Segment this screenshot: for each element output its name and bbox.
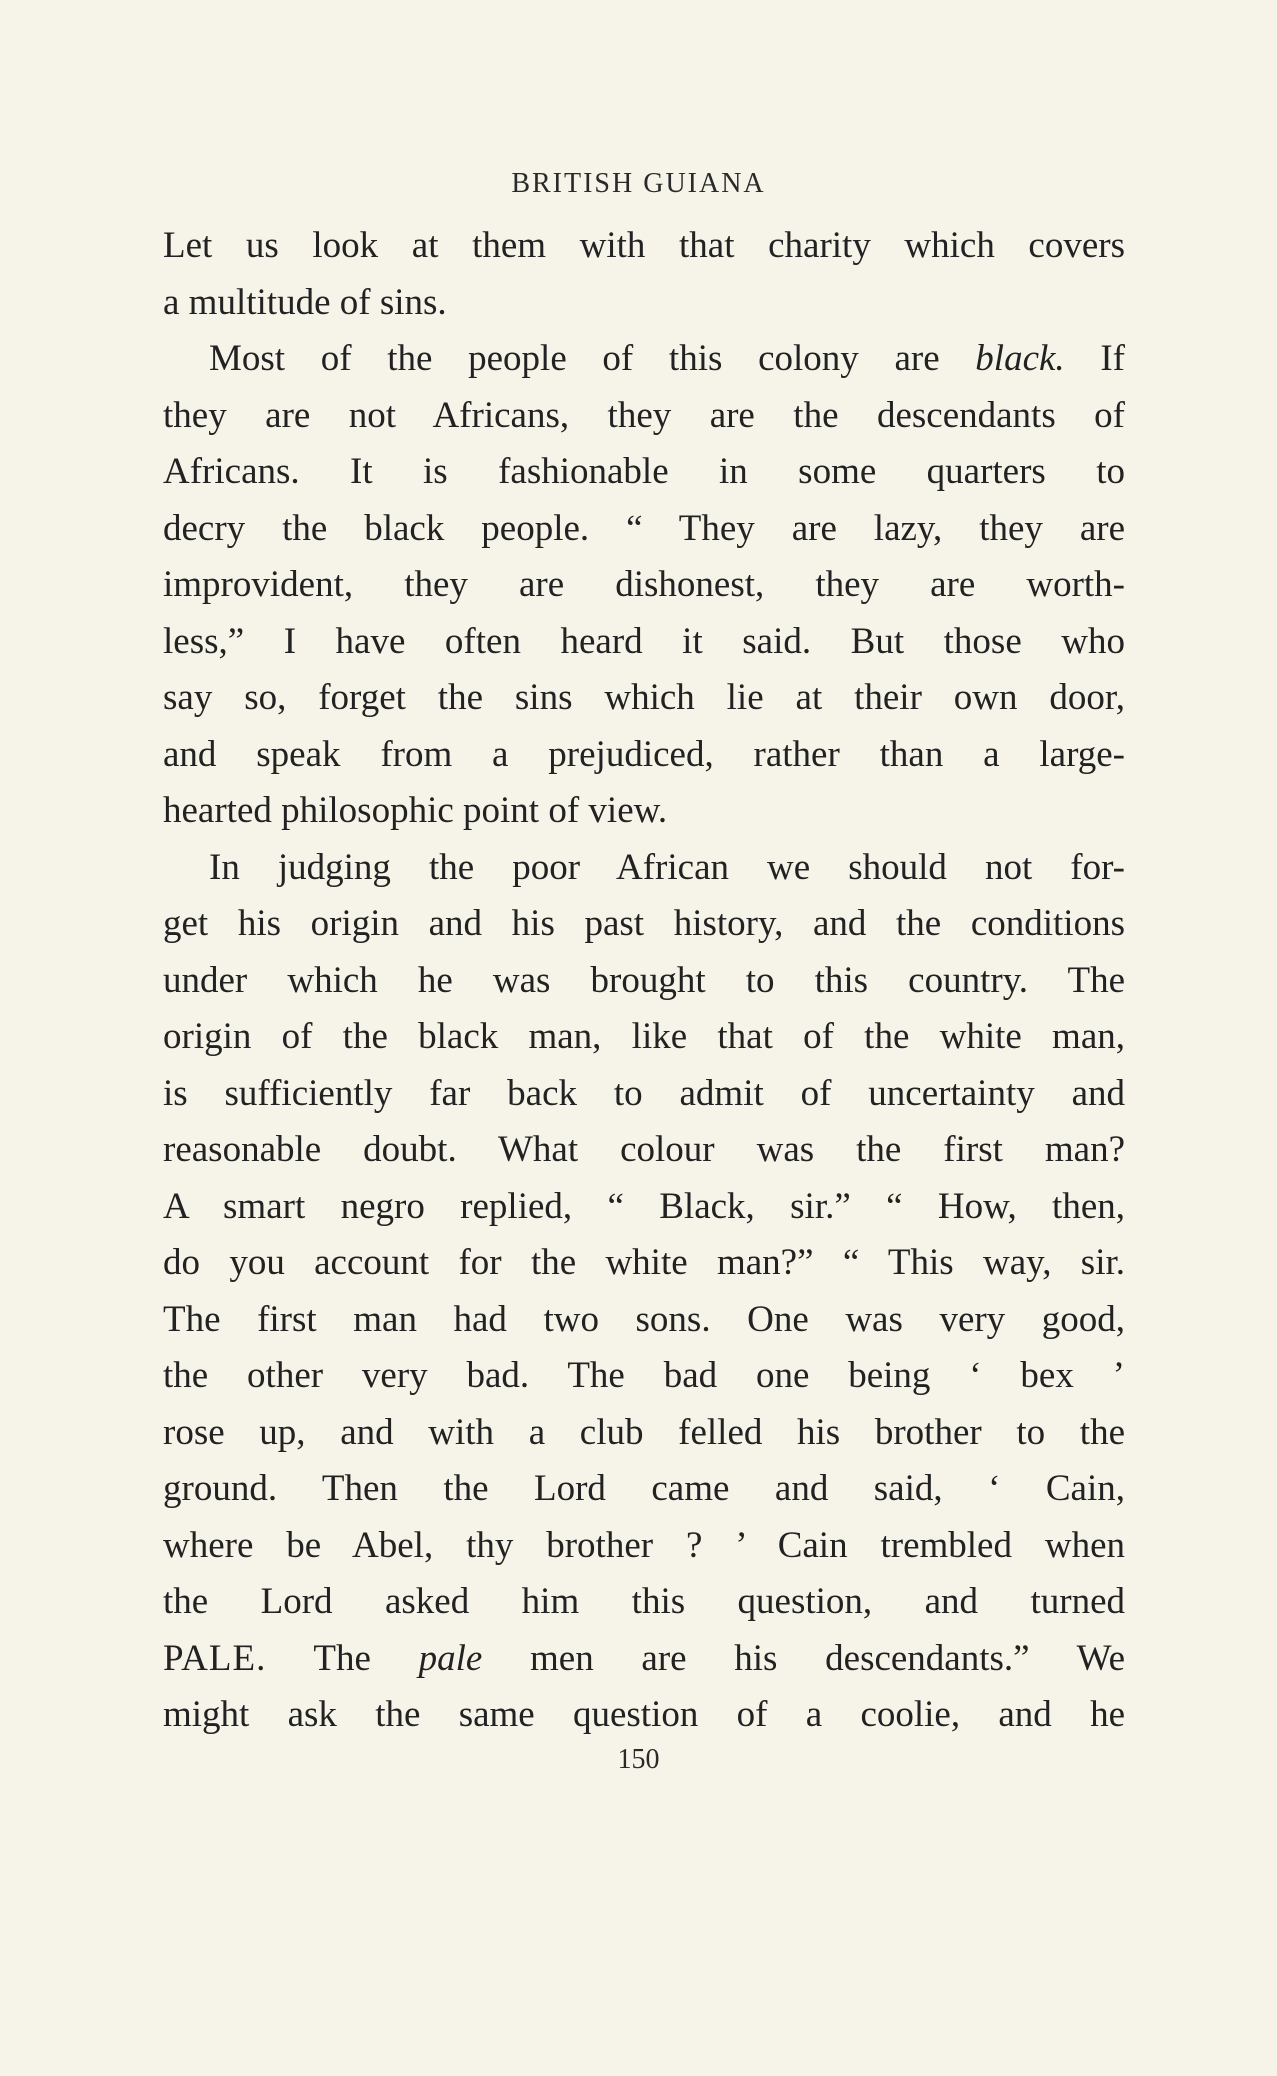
text-line: a multitude of sins. — [163, 281, 447, 323]
text-line: ground. Then the Lord came and said, ‘ Cain, — [163, 1468, 1125, 1509]
text-run: Most of the people of this colony are — [209, 338, 976, 379]
text-line: they are not Africans, they are the descendants of — [163, 394, 1125, 436]
text-line: hearted philosophic point of view. — [163, 790, 668, 831]
text-line: decry the black people. “ They are lazy, they are — [163, 507, 1125, 549]
text-line: The first man had two sons. One was very good, — [163, 1298, 1125, 1340]
text-line: and speak from a prejudiced, rather than a large- — [163, 733, 1125, 775]
text-line: where be Abel, thy brother ? ’ Cain trembled when — [163, 1524, 1125, 1566]
text-line: is sufficiently far back to admit of uncertainty and — [163, 1072, 1125, 1114]
text-line: rose up, and with a club felled his brother to the — [163, 1411, 1125, 1453]
text-line: origin of the black man, like that of the white man, — [163, 1016, 1125, 1057]
text-line — [163, 331, 1125, 388]
text-run: men are his descendants.” We — [482, 1637, 1125, 1679]
body-text — [163, 218, 1125, 1744]
text-line: do you account for the white man?” “ This way, sir. — [163, 1242, 1125, 1283]
text-line: under which he was brought to this country. The — [163, 959, 1125, 1001]
running-title: BRITISH GUIANA — [511, 168, 766, 199]
text-line: the Lord asked him this question, and turned — [163, 1581, 1125, 1622]
text-line: less,” I have often heard it said. But those who — [163, 620, 1125, 662]
text-line: improvident, they are dishonest, they are worth- — [163, 564, 1125, 605]
text-line: Let us look at them with that charity which covers — [163, 225, 1125, 266]
text-line: might ask the same question of a coolie, and he — [163, 1694, 1125, 1735]
page-number: 150 — [617, 1744, 660, 1775]
text-line: get his origin and his past history, and the conditions — [163, 903, 1125, 944]
text-line: reasonable doubt. What colour was the first man? — [163, 1129, 1125, 1170]
text-line: Africans. It is fashionable in some quarters to — [163, 451, 1125, 492]
text-line: A smart negro replied, “ Black, sir.” “ How, then, — [163, 1185, 1125, 1227]
small-caps-run: PALE. — [163, 1637, 267, 1679]
text-line: the other very bad. The bad one being ‘ bex ’ — [163, 1355, 1125, 1396]
text-line — [163, 1631, 1125, 1688]
text-run: If — [1064, 338, 1125, 379]
text-line: say so, forget the sins which lie at their own door, — [163, 677, 1125, 718]
italic-run: pale — [418, 1637, 483, 1679]
text-line: In judging the poor African we should not for- — [209, 846, 1125, 888]
italic-run: black. — [975, 338, 1065, 379]
text-run: The — [266, 1637, 419, 1679]
